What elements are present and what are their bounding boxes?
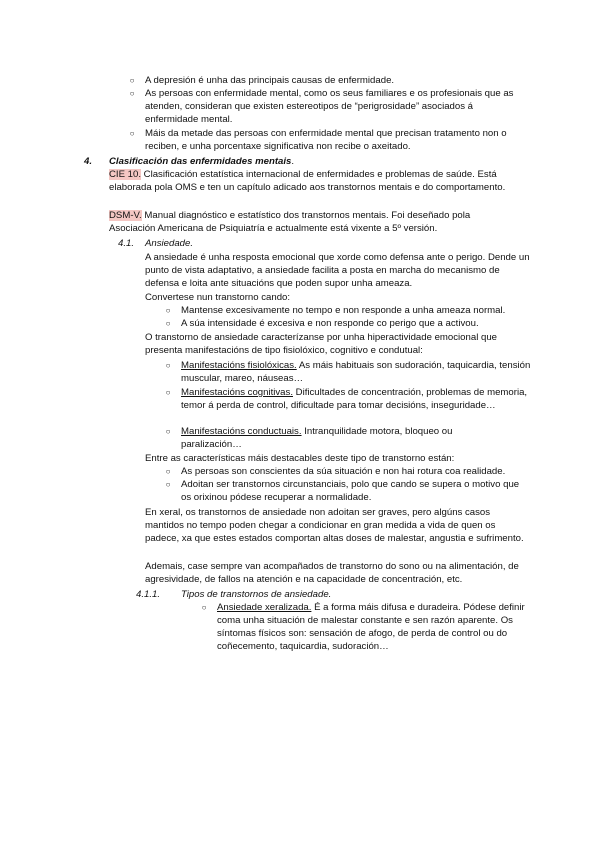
bullet-icon: ○ [165,480,171,489]
criteria-item: Mantense excesivamente no tempo e non responde a unha ameaza normal. [181,305,506,316]
anxiety-paragraph-4: En xeral, os transtornos de ansiedade non adoitan ser graves, pero algúns casos mantidos no tempo poden chegar a condicionar en gran medida a vida de quen os padece, xa que estes estados comportan altas doses de malestar, angustia e sufrimento. [145,507,524,544]
subsection-4-1-title: Ansiedade. [145,238,194,249]
subsubsection-number: 4.1.1. [136,589,161,600]
bullet-icon: ○ [129,76,135,85]
characteristic-item: Adoitan ser transtornos circunstanciais, polo que cando se supera o motivo que os orixinou pódese recuperar a normalidade. [181,479,520,503]
manifestation-item: Manifestacións cognitivas. Dificultades de concentración, problemas de memoria, temor á perda de control, dificultade para tomar decisións, inseguridade… [181,387,528,411]
subsection-number: 4.1. [118,238,135,249]
bullet-icon: ○ [201,603,207,612]
bullet-icon: ○ [129,129,135,138]
manifestation-label: Manifestacións cognitivas. [181,387,293,398]
dsm5-paragraph [109,209,514,235]
bullet-icon: ○ [129,89,135,98]
manifestation-item: Manifestacións fisiolóxicas. As máis habituais son sudoración, taquicardia, tensión muscular, mareo, náuseas… [181,360,531,384]
manifestation-label: Manifestacións fisiolóxicas. [181,360,297,371]
anxiety-paragraph-1: A ansiedade é unha resposta emocional que xorde como defensa ante o perigo. Dende un punto de vista adaptativo, a ansiedade facilita a posta en marcha do mecanismo de defensa e loita ante situacións que poden supor unha ameaza. [145,252,530,289]
manifestation-label: Manifestacións conductuais. [181,426,302,437]
manifestation-item: Manifestacións conductuais. Intranquilidade motora, bloqueo ou paralización… [181,426,453,450]
bullet-icon: ○ [165,388,171,397]
criteria-item: A súa intensidade é excesiva e non responde co perigo que a activou. [181,318,479,329]
cie10-text: Clasificación estatística internacional de enfermidades e problemas de saúde. Está elaborada pola OMS e ten un capítulo adicado aos transtornos mentais e do comportamento. [109,169,506,193]
cie10-paragraph [109,168,519,194]
anxiety-paragraph-3: Entre as características máis destacables deste tipo de transtorno están: [145,453,455,464]
section-number: 4. [84,156,93,167]
anxiety-paragraph-5: Ademais, case sempre van acompañados de transtorno do sono ou na alimentación, de agresividade, de fallos na atención e na capacidade de concentración, etc. [145,561,519,585]
section-4-title: Clasificación das enfermidades mentais [109,156,292,167]
anxiety-paragraph-1b: Convertese nun transtorno cando: [145,292,291,303]
bullet-icon: ○ [165,306,171,315]
characteristic-item: As persoas son conscientes da súa situación e non hai rotura coa realidade. [181,466,506,477]
anxiety-type-label: Ansiedade xeralizada. [217,602,312,613]
subsection-4-1-1-title: Tipos de transtornos de ansiedade. [181,589,332,600]
dsm5-text: Manual diagnóstico e estatístico dos transtornos mentais. Foi deseñado pola Asociación Americana de Psiquiatría e actualmente está vixente a 5º versión. [109,210,471,234]
bullet-depression: A depresión é unha das principais causas de enfermidade. [145,75,395,86]
bullet-icon: ○ [165,467,171,476]
bullet-icon: ○ [165,361,171,370]
bullet-icon: ○ [165,319,171,328]
bullet-treatment: Máis da metade das persoas con enfermidade mental que precisan tratamento non o reciben, e unha porcentaxe significativa non recibe o axeitado. [145,128,507,152]
bullet-stereotypes: As persoas con enfermidade mental, como os seus familiares e os profesionais que as atenden, consideran que existen estereotipos de “perigrosidade” asociados á enfermidade mental. [145,88,514,125]
anxiety-type-item: Ansiedade xeralizada. É a forma máis difusa e duradeira. Pódese definir coma unha situación de malestar constante e sen razón aparente. Os síntomas físicos son: sensación de afogo, de perda de control ou do coñecemento, taquicardia, sudoración… [217,602,525,652]
bullet-icon: ○ [165,427,171,436]
cie10-tag: CIE 10. [109,169,141,180]
dsm5-tag: DSM-V. [109,210,142,221]
section-4-heading: Clasificación das enfermidades mentais. [109,156,295,167]
anxiety-paragraph-2: O transtorno de ansiedade caracterízanse por unha hiperactividade emocional que presenta manifestacións de tipo fisiolóxico, cognitivo e condutual: [145,332,497,356]
